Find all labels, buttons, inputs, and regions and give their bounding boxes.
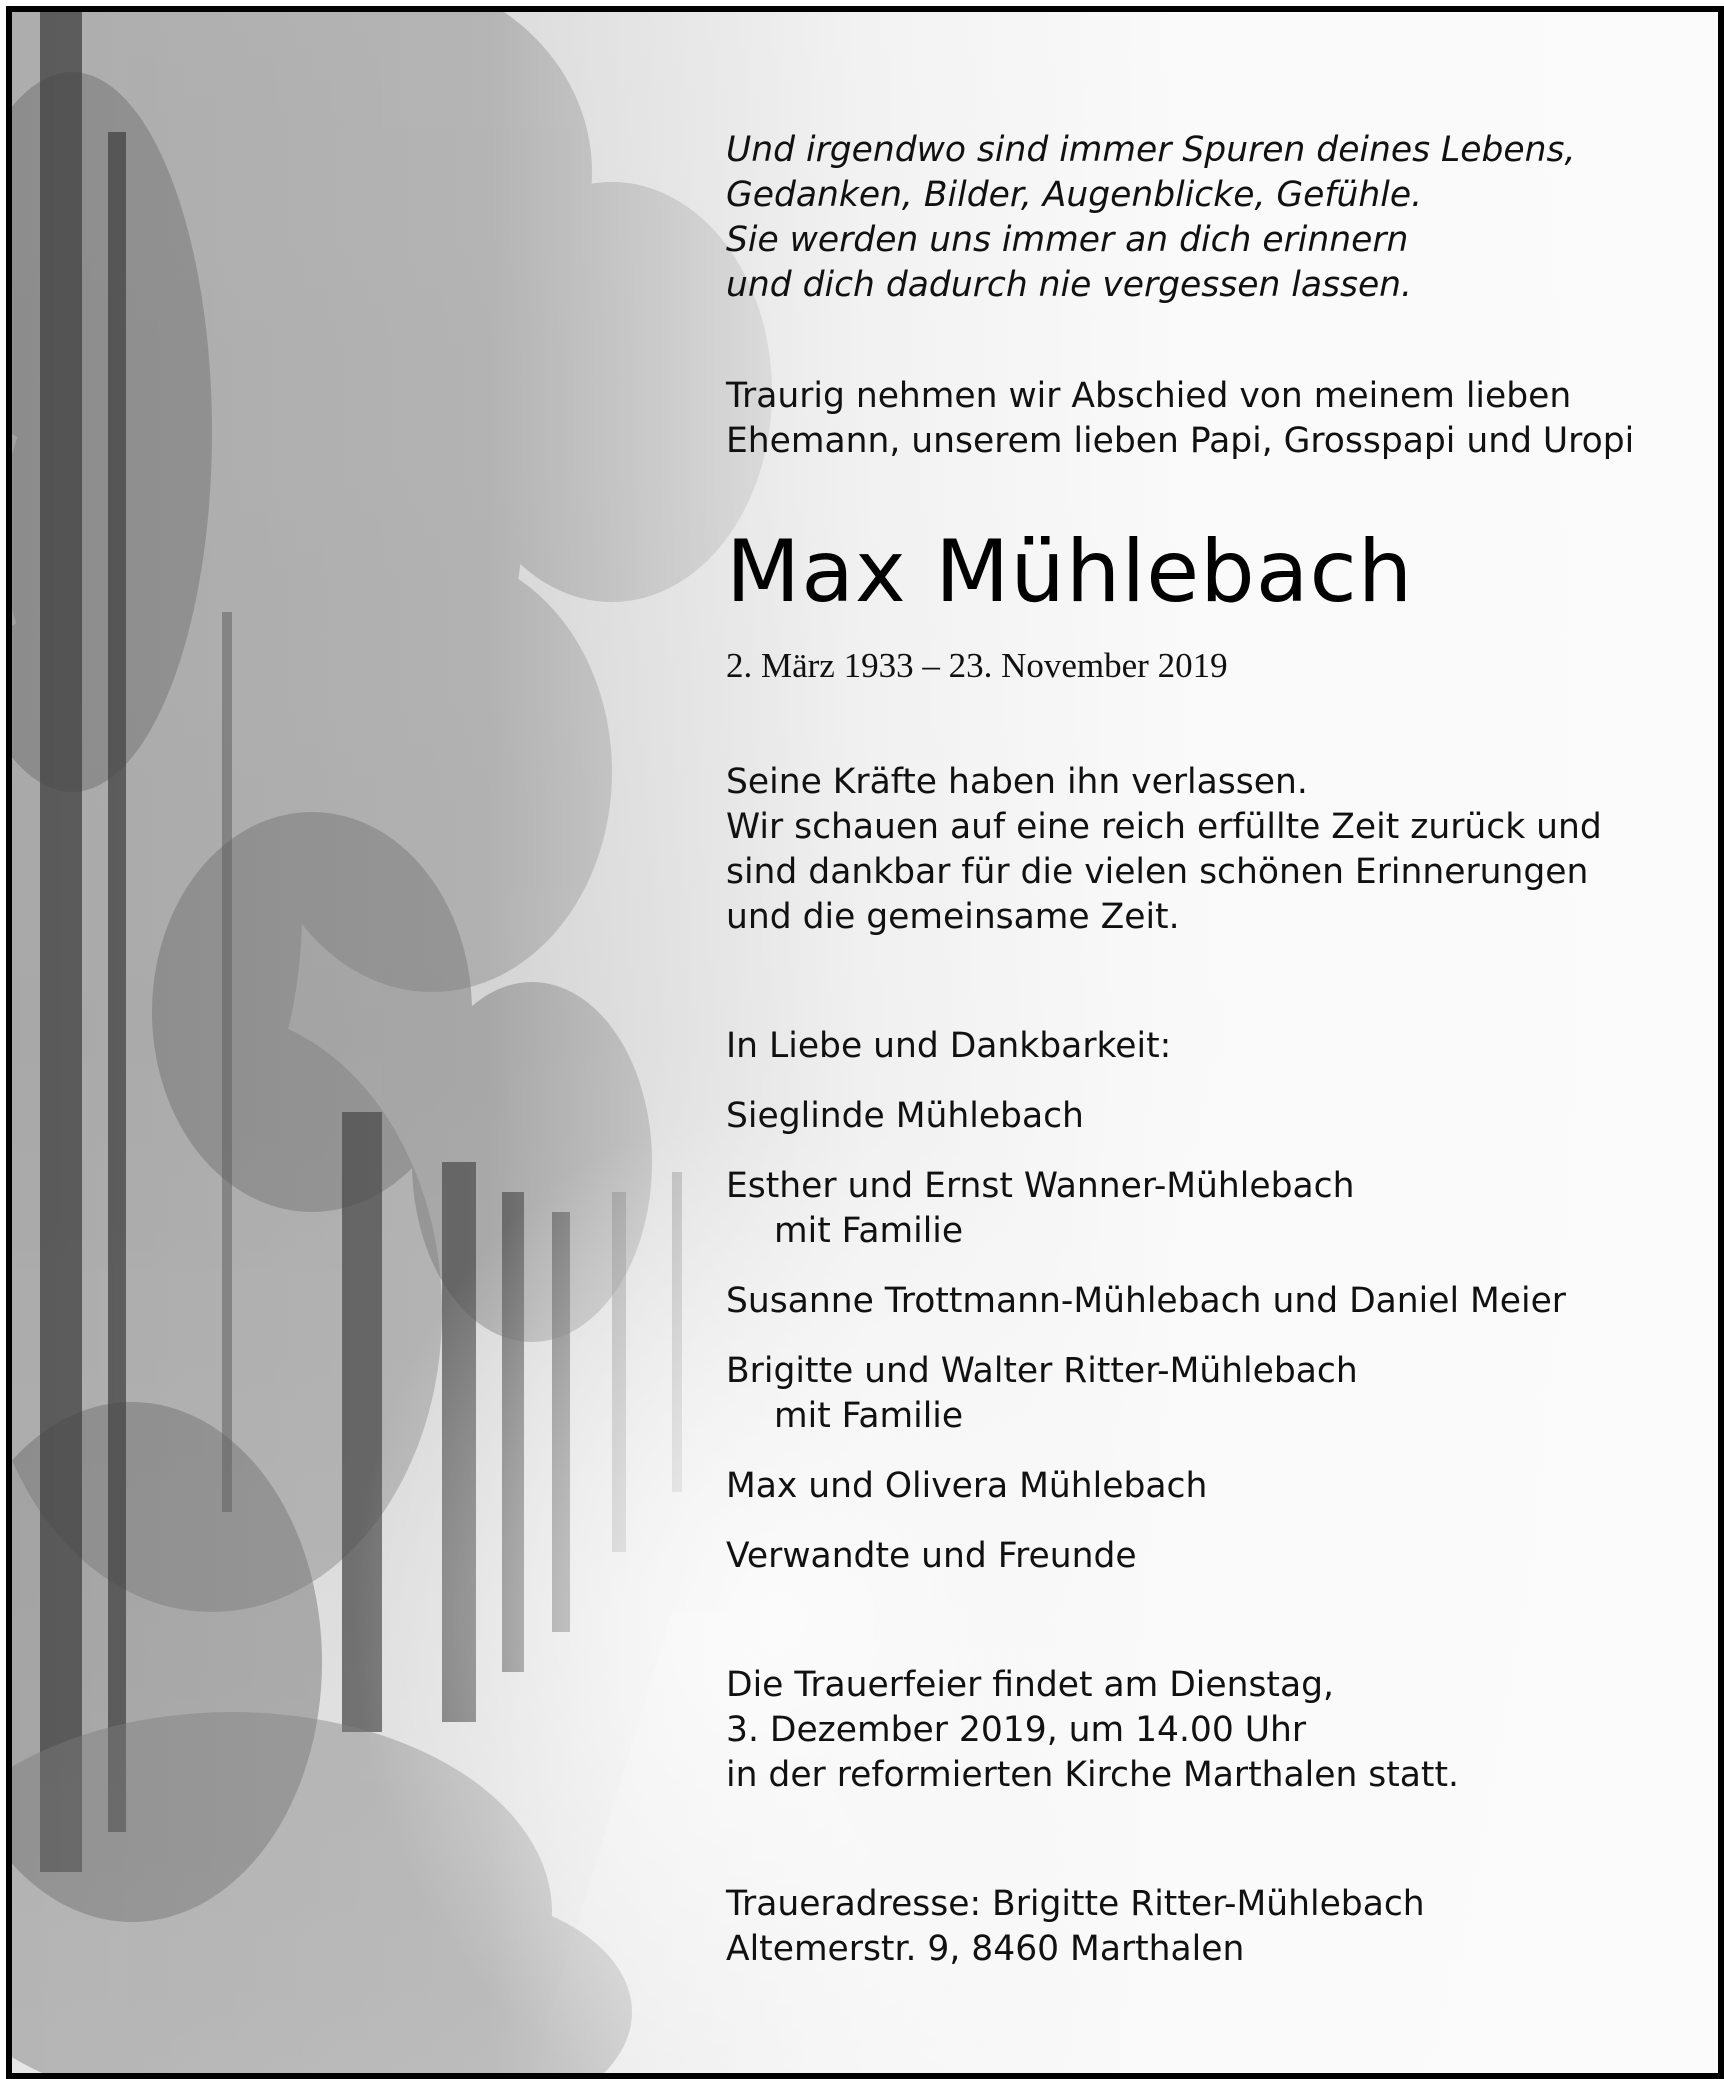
farewell-intro	[726, 374, 1686, 464]
mourner-entry	[726, 1094, 1686, 1139]
tribute-text	[726, 760, 1686, 940]
mourner-entry	[726, 1279, 1686, 1324]
motto-verse	[726, 128, 1686, 308]
mourner-name: Verwandte und Freunde	[726, 1536, 1137, 1576]
tribute-line: und die gemeinsame Zeit.	[726, 897, 1180, 937]
deceased-name: Max Mühlebach	[726, 522, 1414, 622]
mourner-name: Esther und Ernst Wanner-Mühlebach	[726, 1166, 1355, 1206]
mourner-name: Brigitte und Walter Ritter-Mühlebach	[726, 1351, 1358, 1391]
service-line: Die Trauerfeier findet am Dienstag,	[726, 1665, 1334, 1705]
intro-line: Ehemann, unserem lieben Papi, Grosspapi und Uropi	[726, 421, 1635, 461]
life-dates: 2. März 1933 – 23. November 2019	[726, 646, 1228, 685]
motto-line: Sie werden uns immer an dich erinnern	[726, 220, 1409, 260]
motto-line: und dich dadurch nie vergessen lassen.	[726, 265, 1413, 305]
mourner-family-note: mit Familie	[774, 1211, 964, 1251]
address-line: Traueradresse: Brigitte Ritter-Mühlebach	[726, 1884, 1425, 1924]
tribute-line: Wir schauen auf eine reich erfüllte Zeit zurück und	[726, 807, 1602, 847]
mourner-entry	[726, 1534, 1686, 1579]
address-line: Altemerstr. 9, 8460 Marthalen	[726, 1929, 1245, 1969]
mourner-entry	[726, 1349, 1686, 1439]
mourner-name: Max und Olivera Mühlebach	[726, 1466, 1208, 1506]
service-line: in der reformierten Kirche Marthalen statt.	[726, 1755, 1459, 1795]
motto-line: Gedanken, Bilder, Augenblicke, Gefühle.	[726, 175, 1423, 215]
mourner-name: Susanne Trottmann-Mühlebach und Daniel Meier	[726, 1281, 1566, 1321]
mourner-family-note: mit Familie	[774, 1396, 964, 1436]
obituary-notice	[6, 6, 1724, 2079]
tribute-line: sind dankbar für die vielen schönen Erinnerungen	[726, 852, 1589, 892]
motto-line: Und irgendwo sind immer Spuren deines Lebens,	[726, 130, 1576, 170]
notice-text	[726, 128, 1686, 1972]
funeral-service-info	[726, 1663, 1686, 1798]
intro-line: Traurig nehmen wir Abschied von meinem lieben	[726, 376, 1572, 416]
mourner-name: Sieglinde Mühlebach	[726, 1096, 1084, 1136]
mourners-heading: In Liebe und Dankbarkeit:	[726, 1026, 1172, 1066]
mourner-entry	[726, 1164, 1686, 1254]
mourner-entry	[726, 1464, 1686, 1509]
service-line: 3. Dezember 2019, um 14.00 Uhr	[726, 1710, 1307, 1750]
tribute-line: Seine Kräfte haben ihn verlassen.	[726, 762, 1308, 802]
mourning-address	[726, 1882, 1686, 1972]
